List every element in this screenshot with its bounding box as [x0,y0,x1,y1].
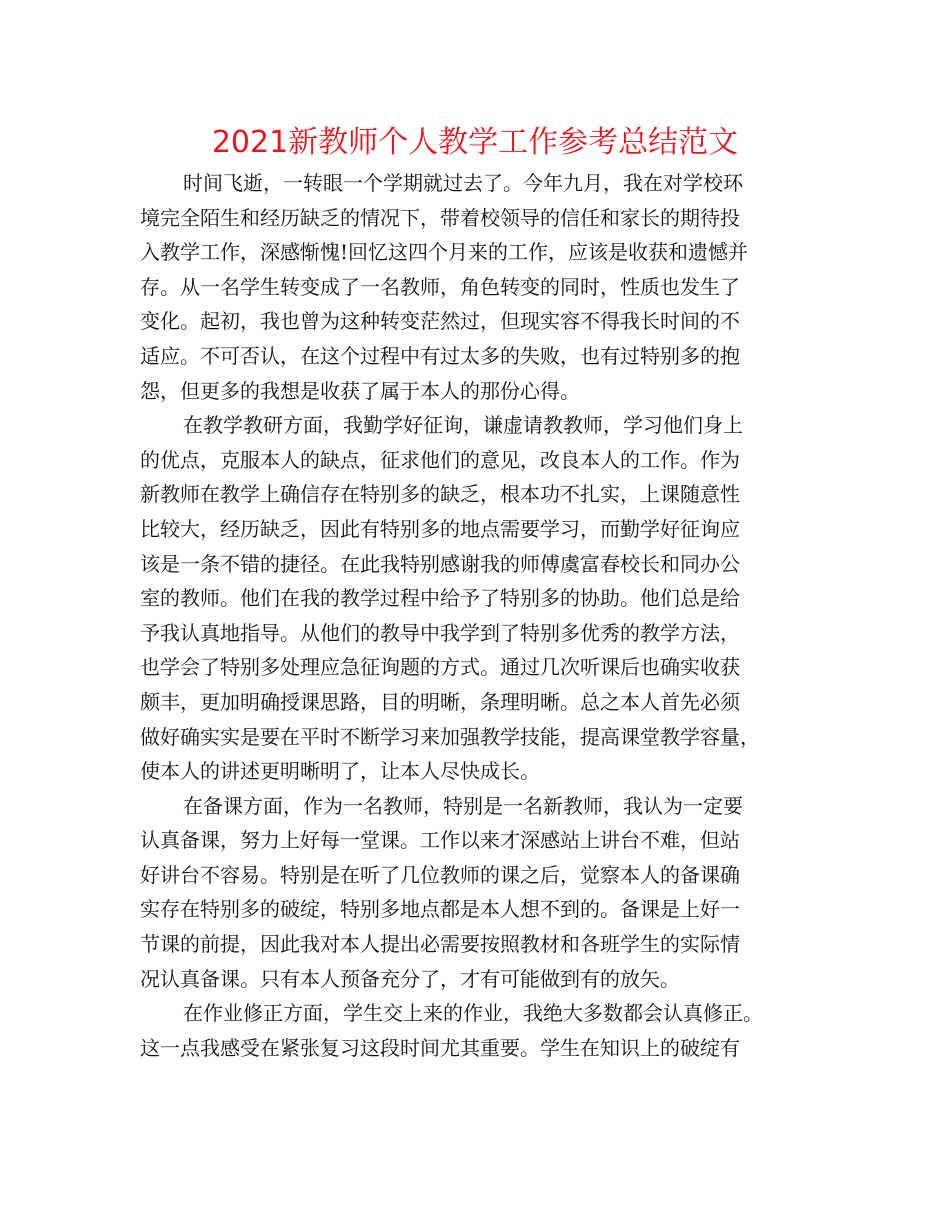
text-line: 好讲台不容易。特别是在听了几位教师的课之后，觉察本人的备课确 [140,862,740,887]
paragraph-lesson-prep [140,789,830,997]
text-line: 况认真备课。只有本人预备充分了，才有可能做到有的放矢。 [140,966,680,991]
document-title: 2021新教师个人教学工作参考总结范文 [211,125,739,160]
paragraph-teaching-research [140,408,830,789]
text-line: 入教学工作，深感惭愧!回忆这四个月来的工作，应该是收获和遗憾并 [140,240,749,265]
text-line: 节课的前提，因此我对本人提出必需要按照教材和各班学生的实际情 [140,932,740,957]
text-line: 在作业修正方面，学生交上来的作业，我绝大多数都会认真修正。 [183,1001,763,1026]
text-line: 也学会了特别多处理应急征询题的方式。通过几次听课后也确实收获 [140,655,740,680]
text-line: 在备课方面，作为一名教师，特别是一名新教师，我认为一定要 [183,793,743,818]
text-line: 在教学教研方面，我勤学好征询，谦虚请教教师，学习他们身上 [183,413,743,438]
text-line: 做好确实实是要在平时不断学习来加强教学技能，提高课堂教学容量， [140,724,760,749]
text-line: 认真备课，努力上好每一堂课。工作以来才深感站上讲台不难，但站 [140,828,740,853]
text-line: 适应。不可否认，在这个过程中有过太多的失败，也有过特别多的抱 [140,343,740,368]
text-line: 怨，但更多的我想是收获了属于本人的那份心得。 [140,378,580,403]
text-line: 存。从一名学生转变成了一名教师，角色转变的同时，性质也发生了 [140,274,740,299]
text-line: 颇丰，更加明确授课思路，目的明晰，条理明晰。总之本人首先必须 [140,689,740,714]
document-body [140,166,830,1065]
text-line: 实存在特别多的破绽，特别多地点都是本人想不到的。备课是上好一 [140,897,740,922]
text-line: 时间飞逝，一转眼一个学期就过去了。今年九月，我在对学校环 [183,171,743,195]
text-line: 室的教师。他们在我的教学过程中给予了特别多的协助。他们总是给 [140,586,740,611]
text-line: 予我认真地指导。从他们的教导中我学到了特别多优秀的教学方法， [140,620,740,645]
text-line: 比较大，经历缺乏，因此有特别多的地点需要学习，而勤学好征询应 [140,516,740,541]
text-line: 这一点我感受在紧张复习这段时间尤其重要。学生在知识上的破绽有 [140,1035,740,1060]
text-line: 境完全陌生和经历缺乏的情况下，带着校领导的信任和家长的期待投 [140,205,740,230]
text-line: 使本人的讲述更明晰明了，让本人尽快成长。 [140,759,540,784]
text-line: 新教师在教学上确信存在特别多的缺乏，根本功不扎实，上课随意性 [140,482,740,507]
text-line: 的优点，克服本人的缺点，征求他们的意见，改良本人的工作。作为 [140,447,740,472]
paragraph-homework [140,996,830,1065]
text-line: 该是一条不错的捷径。在此我特别感谢我的师傅虞富春校长和同办公 [140,551,740,576]
text-line: 变化。起初，我也曾为这种转变茫然过，但现实容不得我长时间的不 [140,309,740,334]
paragraph-intro [140,166,830,408]
